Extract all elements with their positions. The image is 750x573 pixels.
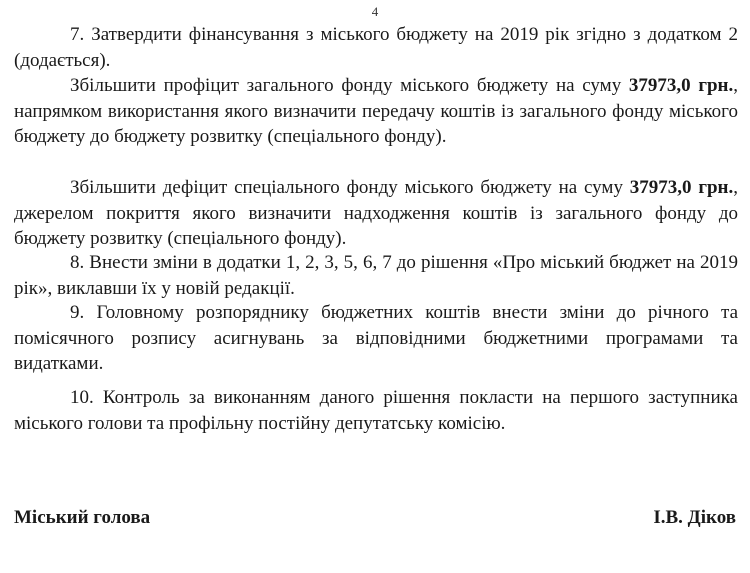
paragraph-7-text: 7. Затвердити фінансування з міського бюджету на 2019 рік згідно з додатком 2 (додається). [14,24,738,71]
paragraph-surplus [14,73,738,150]
paragraph-deficit [14,175,738,252]
deficit-amount: 37973,0 грн. [629,177,734,198]
paragraph-8 [14,250,738,301]
paragraph-10 [14,385,738,436]
signature-name: І.В. Діков [653,507,736,528]
paragraph-surplus-text-a: Збільшити профіцит загального фонду міського бюджету на суму [70,75,629,96]
paragraph-8-text: 8. Внести зміни в додатки 1, 2, 3, 5, 6, 7 до рішення «Про міський бюджет на 2019 рік», виклавши їх у новій редакції. [14,252,738,299]
paragraph-7 [14,22,738,73]
paragraph-9-text: 9. Головному розпоряднику бюджетних коштів внести зміни до річного та помісячного розпису асигнувань за відповідними бюджетними програмами та видатками. [14,302,738,374]
paragraph-deficit-text-b: , джерелом покриття якого визначити надходження коштів із загального фонду до бюджету розвитку (спеціального фонду). [14,177,738,249]
page-number: 4 [371,4,379,19]
paragraph-deficit-text-a: Збільшити дефіцит спеціального фонду міського бюджету на суму [70,177,630,198]
paragraph-10-text: 10. Контроль за виконанням даного рішення покласти на першого заступника міського голови та профільну постійну депутатську комісію. [14,387,738,434]
surplus-amount: 37973,0 грн. [628,75,734,96]
signature-position: Міський голова [14,507,151,528]
paragraph-surplus-text-b: , напрямком використання якого визначити передачу коштів із загального фонду міського бюджету до бюджету розвитку (спеціального фонду). [14,75,738,147]
paragraph-9 [14,300,738,377]
